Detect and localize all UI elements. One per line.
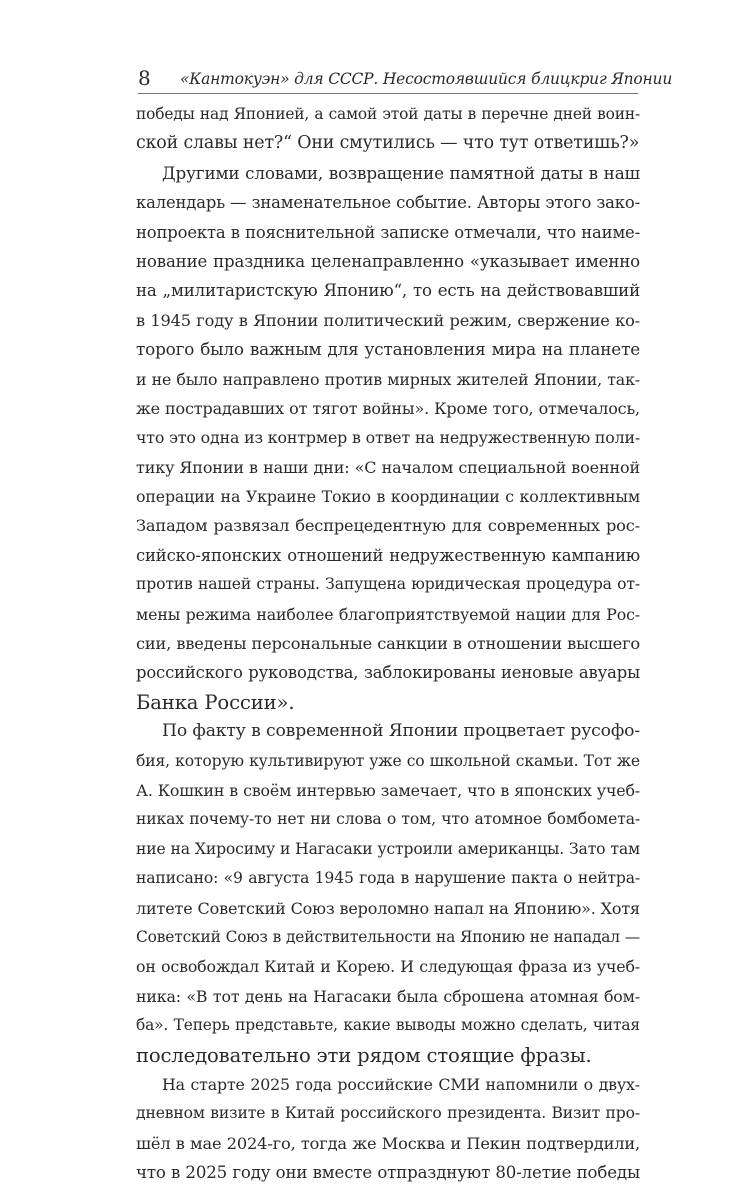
text-line: сии, введены персональные санкции в отношении высшего [136,634,640,654]
text-line: дневном визите в Китай российского президента. Визит про- [136,1104,640,1123]
text-line: мены режима наиболее благоприятствуемой нации для Рос- [136,604,640,624]
text-line: сийско-японских отношений недружественную кампанию [136,545,640,565]
text-line: литете Советский Союз вероломно напал на Японию». Хотя [136,898,640,918]
text-line: написано: «9 августа 1945 года в нарушение пакта о нейтра- [136,869,640,888]
text-line: ника: «В тот день на Нагасаки была сброшена атомная бом- [136,986,640,1006]
text-line: Западом развязал беспрецедентную для современных рос- [136,516,640,536]
text-line: шёл в мае 2024-го, тогда же Москва и Пекин подтвердили, [136,1133,640,1153]
text-line: же пострадавших от тягот войны». Кроме того, отмечалось, [136,398,640,418]
text-line: ние на Хиросиму и Нагасаки устроили американцы. Зато там [136,839,640,858]
text-line: и не было направлено против мирных жителей Японии, так- [136,369,640,389]
text-line: На старте 2025 года российские СМИ напомнили о двух- [162,1074,640,1094]
text-line: Банка России». [136,690,295,714]
text-line: победы над Японией, а самой этой даты в перечне дней воин- [136,105,640,123]
text-line: никах почему-то нет ни слова о том, что атомное бомбомета- [136,810,640,829]
text-line: Другими словами, возвращение памятной даты в наш [162,162,640,183]
text-line: А. Кошкин в своём интервью замечает, что в японских учеб- [136,780,640,800]
text-line: на „милитаристскую Японию“, то есть на действовавший [136,281,640,301]
text-line: операции на Украине Токио в координации с коллективным [136,487,640,507]
text-line: торого было важным для установления мира на планете [136,339,640,360]
text-line: нопроекта в пояснительной записке отмечали, что наиме- [136,222,640,242]
text-line: Советский Союз в действительности на Японию не нападал — [136,927,640,946]
text-line: ской славы нет?“ Они смутились — что тут ответишь?» [136,133,640,154]
text-line: он освобождал Китай и Корею. И следующая фраза из учеб- [136,957,640,977]
text-line: что это одна из контрмер в ответ на недружественную поли- [136,428,641,448]
text-line: По факту в современной Японии процветает русофо- [162,721,640,742]
running-head [138,62,673,94]
text-line: тику Японии в наши дни: «С началом специальной военной [136,457,640,477]
header-rule [138,93,638,94]
running-title: «Кантокуэн» для СССР. Несостоявшийся блицкриг Японии [180,70,673,88]
text-line: календарь — знаменательное событие. Авторы этого зако- [136,193,640,213]
text-line: нование праздника целенаправленно «указывает именно [136,251,640,271]
text-line: против нашей страны. Запущена юридическая процедура от- [136,575,640,594]
text-line: ба». Теперь представьте, какие выводы можно сделать, читая [136,1016,640,1035]
body-text [136,100,640,1187]
text-line: что в 2025 году они вместе отпразднуют 80-летие победы [136,1163,640,1183]
page-number: 8 [138,66,151,90]
text-line: бия, которую культивируют уже со школьной скамьи. Тот же [136,751,640,770]
text-line: последовательно эти рядом стоящие фразы. [136,1043,592,1067]
text-line: российского руководства, заблокированы иеновые авуары [136,663,640,683]
text-line: в 1945 году в Японии политический режим, свержение ко- [136,310,640,330]
